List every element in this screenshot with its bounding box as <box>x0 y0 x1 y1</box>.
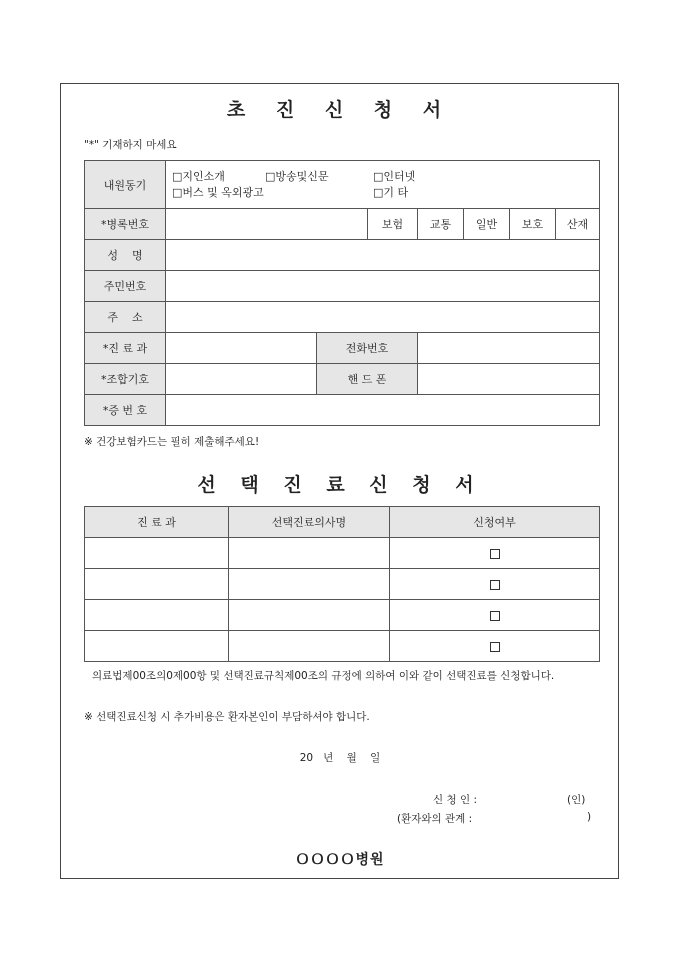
motive-option[interactable]: □방송및신문 <box>265 169 329 183</box>
motive-option[interactable]: □기 타 <box>373 185 409 199</box>
insurance-type[interactable]: 보호 <box>510 209 556 240</box>
insurance-type[interactable]: 교통 <box>418 209 464 240</box>
cert-label: *증 번 호 <box>85 395 166 426</box>
hospital-name: ＯＯＯＯ병원 <box>295 852 385 868</box>
address-label: 주 소 <box>85 302 166 333</box>
checkbox[interactable] <box>490 580 500 590</box>
insurance-type[interactable]: 보험 <box>368 209 418 240</box>
motive-label: 내원동기 <box>85 161 166 209</box>
table-row <box>85 538 600 569</box>
motive-option[interactable]: □지인소개 <box>172 169 225 183</box>
motive-options <box>166 161 600 209</box>
selection-table <box>84 506 600 662</box>
form-title: 초 진 신 청 서 <box>226 99 454 121</box>
name-label: 성 명 <box>85 240 166 271</box>
col-header-doctor: 선택진료의사명 <box>229 507 390 538</box>
motive-option[interactable]: □인터넷 <box>373 169 416 183</box>
doctor-cell[interactable] <box>229 538 390 569</box>
union-field[interactable] <box>166 364 317 395</box>
apply-cell <box>390 600 600 631</box>
table-row <box>85 600 600 631</box>
dept-cell[interactable] <box>85 569 229 600</box>
dept-cell[interactable] <box>85 538 229 569</box>
date-line: 20 년 월 일 <box>299 752 381 764</box>
col-header-apply: 신청여부 <box>390 507 600 538</box>
cert-field[interactable] <box>166 395 600 426</box>
mobile-label: 핸 드 폰 <box>317 364 418 395</box>
union-label: *조합기호 <box>85 364 166 395</box>
applicant-label: 신 청 인 : <box>433 794 477 806</box>
seal-mark: (인) <box>567 794 586 806</box>
address-field[interactable] <box>166 302 600 333</box>
chart-no-field[interactable] <box>166 209 368 240</box>
doctor-cell[interactable] <box>229 631 390 662</box>
dept-cell[interactable] <box>85 631 229 662</box>
phone-label: 전화번호 <box>317 333 418 364</box>
phone-field[interactable] <box>418 333 600 364</box>
insurance-type[interactable]: 산재 <box>556 209 600 240</box>
doctor-cell[interactable] <box>229 569 390 600</box>
table-row <box>85 631 600 662</box>
dept-cell[interactable] <box>85 600 229 631</box>
doctor-cell[interactable] <box>229 600 390 631</box>
table-row <box>85 569 600 600</box>
name-field[interactable] <box>166 240 600 271</box>
dept-field[interactable] <box>166 333 317 364</box>
selection-title: 선 택 진 료 신 청 서 <box>197 474 483 496</box>
relation-label: (환자와의 관계 : <box>397 813 473 825</box>
apply-cell <box>390 569 600 600</box>
motive-option[interactable]: □버스 및 옥외광고 <box>172 185 264 199</box>
checkbox[interactable] <box>490 549 500 559</box>
apply-cell <box>390 538 600 569</box>
insurance-type[interactable]: 일반 <box>464 209 510 240</box>
mobile-field[interactable] <box>418 364 600 395</box>
cost-note: ※ 선택진료신청 시 추가비용은 환자본인이 부담하셔야 합니다. <box>84 711 370 723</box>
apply-cell <box>390 631 600 662</box>
ssn-field[interactable] <box>166 271 600 302</box>
checkbox[interactable] <box>490 642 500 652</box>
col-header-dept: 진 료 과 <box>85 507 229 538</box>
ssn-label: 주민번호 <box>85 271 166 302</box>
relation-close: ) <box>587 811 592 823</box>
chart-no-label: *병록번호 <box>85 209 166 240</box>
first-visit-table <box>84 160 600 426</box>
consent-paragraph: 의료법제00조의0제00항 및 선택진료규칙제00조의 규정에 의하여 이와 같이 선택진료를 신청합니다. <box>92 670 555 682</box>
dept-label: *진 료 과 <box>85 333 166 364</box>
card-note: ※ 건강보험카드는 필히 제출해주세요! <box>84 436 260 448</box>
checkbox[interactable] <box>490 611 500 621</box>
top-note: "*" 기재하지 마세요 <box>84 139 177 151</box>
